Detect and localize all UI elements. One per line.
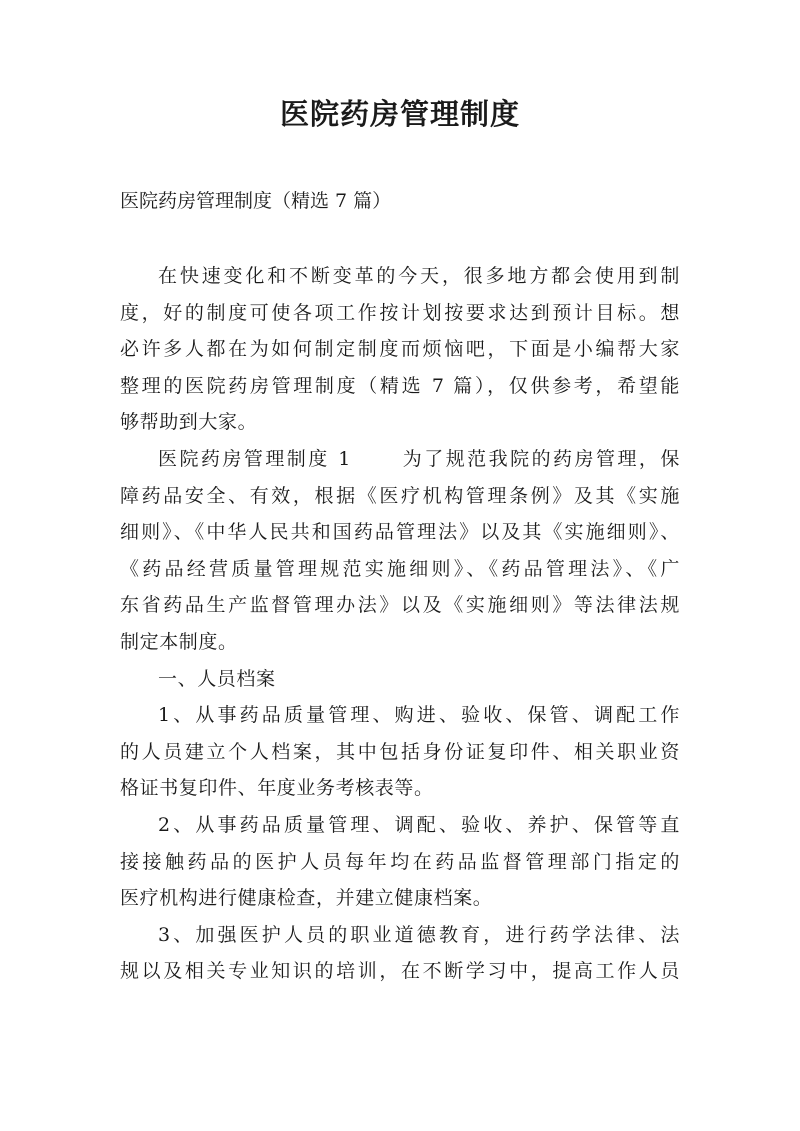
- text-line: 2、从事药品质量管理、调配、验收、养护、保管等直: [158, 813, 680, 836]
- text-line: [120, 441, 680, 478]
- document-title: 医院药房管理制度: [279, 97, 520, 131]
- text-line: 整理的医院药房管理制度（精选 7 篇），仅供参考，希望能: [120, 374, 680, 397]
- section-paragraph: [120, 441, 680, 661]
- text-line: 接接触药品的医护人员每年均在药品监督管理部门指定的: [120, 850, 680, 873]
- text-line: 《药品经营质量管理规范实施细则》、《药品管理法》、《广: [120, 557, 680, 580]
- text-line: 的人员建立个人档案，其中包括身份证复印件、相关职业资: [120, 740, 680, 763]
- text-line: 细则》、《中华人民共和国药品管理法》以及其《实施细则》、: [120, 521, 680, 544]
- list-heading: [120, 661, 680, 698]
- text-line: 格证书复印件、年度业务考核表等。: [120, 777, 434, 800]
- text-line: 一、人员档案: [158, 667, 276, 690]
- intro-paragraph: [120, 258, 680, 441]
- text-line: 东省药品生产监督管理办法》以及《实施细则》等法律法规: [120, 594, 680, 617]
- text-line: 规以及相关专业知识的培训，在不断学习中，提高工作人员: [120, 960, 680, 983]
- text-line: 1、从事药品质量管理、购进、验收、保管、调配工作: [158, 704, 680, 727]
- text-line: 制定本制度。: [120, 630, 238, 653]
- text-line: 够帮助到大家。: [120, 411, 258, 434]
- list-item: [120, 807, 680, 917]
- list-item: [120, 917, 680, 990]
- text-line: 必许多人都在为如何制定制度而烦恼吧，下面是小编帮大家: [120, 338, 680, 361]
- text-fragment: 为了规范我院的药房管理，保: [400, 447, 680, 470]
- text-line: 医疗机构进行健康检查，并建立健康档案。: [120, 887, 493, 910]
- text-line: 在快速变化和不断变革的今天，很多地方都会使用到制: [158, 265, 680, 287]
- list-item: [120, 697, 680, 807]
- document-body: [120, 258, 680, 990]
- text-line: 障药品安全、有效，根据《医疗机构管理条例》及其《实施: [120, 484, 680, 507]
- text-line: 度，好的制度可使各项工作按计划按要求达到预计目标。想: [120, 301, 680, 324]
- section-heading: 医院药房管理制度 1: [158, 447, 351, 470]
- text-line: 3、加强医护人员的职业道德教育，进行药学法律、法: [158, 923, 680, 946]
- document-subtitle: 医院药房管理制度（精选 7 篇）: [120, 190, 392, 212]
